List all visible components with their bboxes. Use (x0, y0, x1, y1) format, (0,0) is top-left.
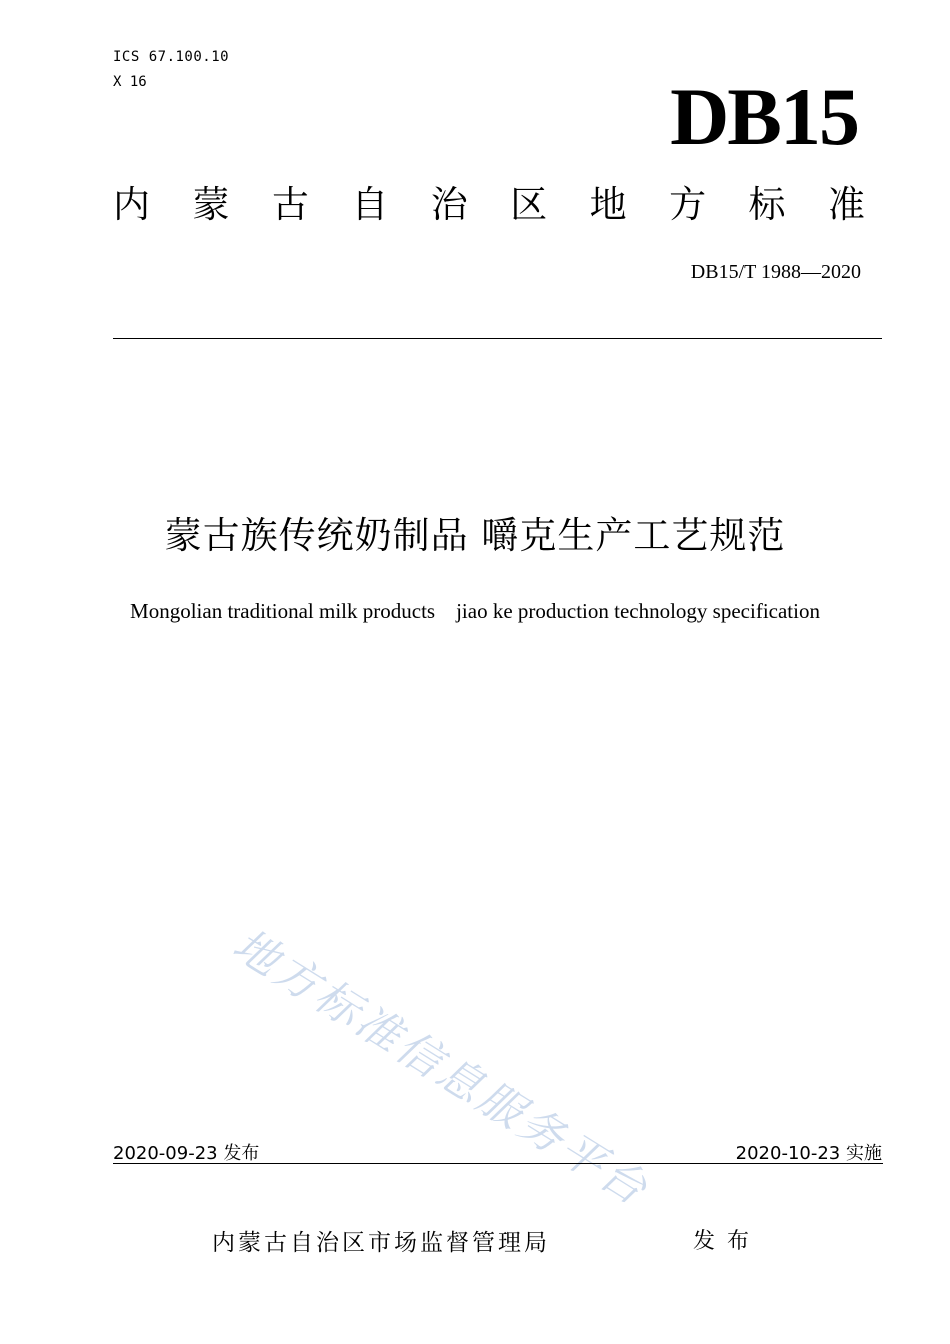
standard-type-heading (113, 183, 865, 226)
standard-type-char: 准 (827, 183, 865, 226)
standard-type-char: 地 (589, 183, 627, 226)
issue-date: 2020-09-23 发布 (113, 1143, 260, 1164)
standard-type-char: 古 (271, 183, 309, 226)
standard-type-char: 区 (510, 183, 548, 226)
header-divider (113, 338, 882, 339)
footer-divider (113, 1163, 883, 1164)
implementation-date: 2020-10-23 实施 (735, 1143, 882, 1164)
document-title-chinese: 蒙古族传统奶制品 嚼克生产工艺规范 (164, 514, 786, 557)
issue-label: 发布 (693, 1229, 762, 1254)
standard-type-char: 治 (430, 183, 468, 226)
issuing-authority: 内蒙古自治区市场监督管理局 (212, 1230, 550, 1256)
watermark: 地方标准信息服务平台 (224, 919, 659, 1217)
standard-type-char: 自 (351, 183, 389, 226)
standard-type-char: 内 (113, 183, 150, 226)
ics-code: ICS 67.100.10 (113, 49, 230, 65)
classification-code: X 16 (113, 74, 147, 90)
standard-type-char: 标 (748, 183, 786, 226)
standard-type-char: 蒙 (192, 183, 230, 226)
standard-number: DB15/T 1988—2020 (690, 261, 861, 283)
document-title-english: Mongolian traditional milk products jiao ke production technology specification (130, 599, 820, 623)
standard-code-logo: DB15 (670, 71, 858, 162)
standard-type-char: 方 (669, 183, 707, 226)
